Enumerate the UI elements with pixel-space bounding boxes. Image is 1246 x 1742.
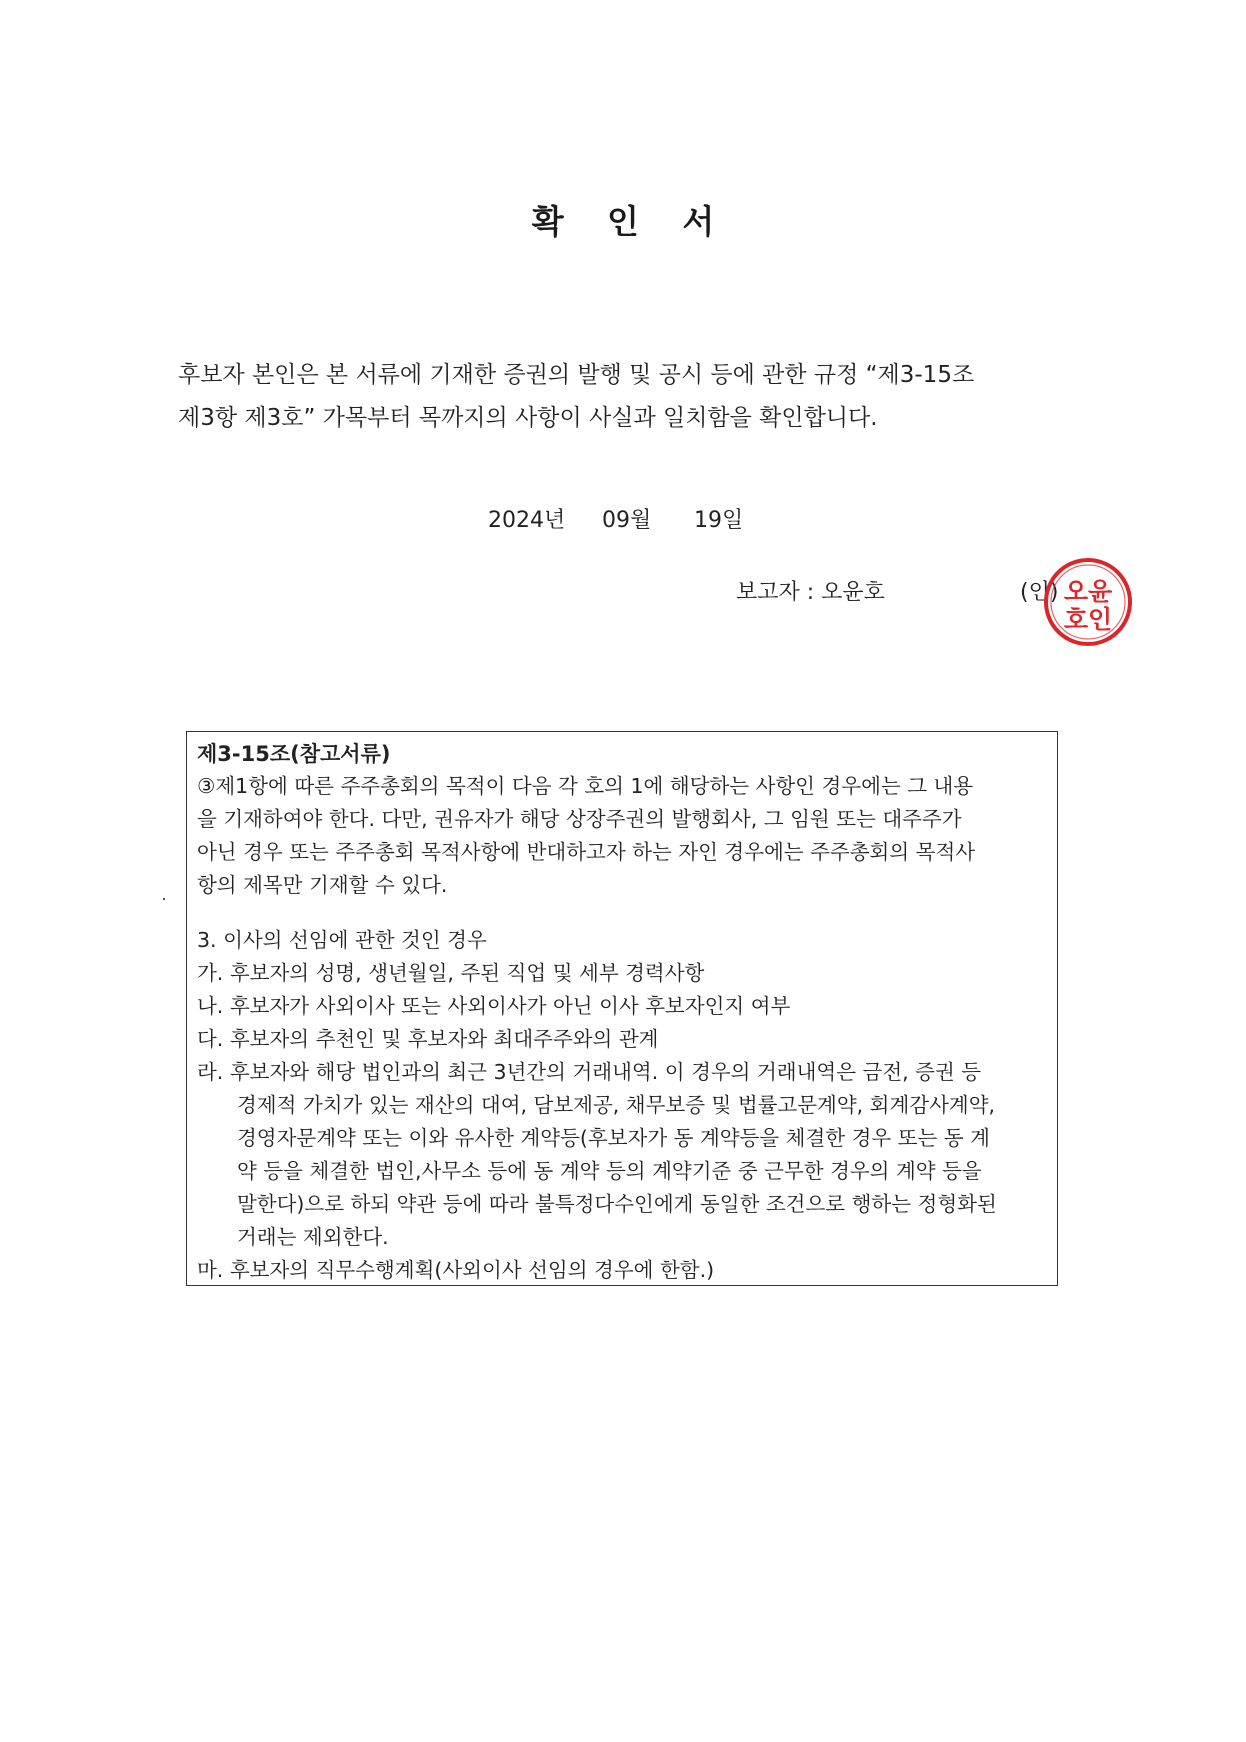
list-item-continuation: 약 등을 체결한 법인,사무소 등에 동 계약 등의 계약기준 중 근무한 경우의 계약 등을 xyxy=(237,1159,982,1183)
seal-mark: (인) xyxy=(1020,580,1059,605)
section-heading: 3. 이사의 선임에 관한 것인 경우 xyxy=(197,928,487,952)
reference-paragraph-line: 을 기재하여야 한다. 다만, 권유자가 해당 상장주권의 발행회사, 그 임원 또는 대주주가 xyxy=(197,807,962,831)
document-title: 확 인 서 xyxy=(531,202,731,241)
list-item: 마. 후보자의 직무수행계획(사외이사 선임의 경우에 한함.) xyxy=(197,1258,715,1282)
reference-box xyxy=(186,731,1058,1286)
seal-text-bottom: 호인 xyxy=(1063,605,1113,634)
list-item: 라. 후보자와 해당 법인과의 최근 3년간의 거래내역. 이 경우의 거래내역은 금전, 증권 등 xyxy=(197,1060,982,1084)
seal-stamp xyxy=(1042,556,1134,648)
list-item-continuation: 거래는 제외한다. xyxy=(237,1225,389,1249)
list-item: 가. 후보자의 성명, 생년월일, 주된 직업 및 세부 경력사항 xyxy=(197,961,705,985)
list-item-continuation: 경제적 가치가 있는 재산의 대여, 담보제공, 채무보증 및 법률고문계약, 회계감사계약, xyxy=(237,1093,996,1117)
reference-title: 제3-15조(참고서류) xyxy=(197,742,391,766)
date-year: 2024년 xyxy=(488,508,566,533)
date-month: 09월 xyxy=(602,508,652,533)
list-item: 다. 후보자의 추천인 및 후보자와 최대주주와의 관계 xyxy=(197,1027,659,1051)
reporter-label: 보고자 : 오윤호 xyxy=(736,580,885,605)
date-day: 19일 xyxy=(694,508,744,533)
list-item-continuation: 말한다)으로 하되 약관 등에 따라 불특정다수인에게 동일한 조건으로 행하는 정형화된 xyxy=(237,1192,997,1216)
reference-paragraph-line: 항의 제목만 기재할 수 있다. xyxy=(197,873,448,897)
seal-text-top: 오윤 xyxy=(1063,577,1113,606)
list-item-continuation: 경영자문계약 또는 이와 유사한 계약등(후보자가 동 계약등을 체결한 경우 또는 동 계 xyxy=(237,1126,990,1150)
confirmation-statement xyxy=(178,354,1068,440)
scan-speck xyxy=(163,898,165,900)
statement-line: 제3항 제3호” 가목부터 목까지의 사항이 사실과 일치함을 확인합니다. xyxy=(178,405,878,431)
reference-paragraph-line: ③제1항에 따른 주주총회의 목적이 다음 각 호의 1에 해당하는 사항인 경우에는 그 내용 xyxy=(197,774,974,798)
reference-paragraph-line: 아닌 경우 또는 주주총회 목적사항에 반대하고자 하는 자인 경우에는 주주총회의 목적사 xyxy=(197,840,976,864)
statement-line: 후보자 본인은 본 서류에 기재한 증권의 발행 및 공시 등에 관한 규정 “제3-15조 xyxy=(178,362,975,388)
list-item: 나. 후보자가 사외이사 또는 사외이사가 아닌 이사 후보자인지 여부 xyxy=(197,994,791,1018)
